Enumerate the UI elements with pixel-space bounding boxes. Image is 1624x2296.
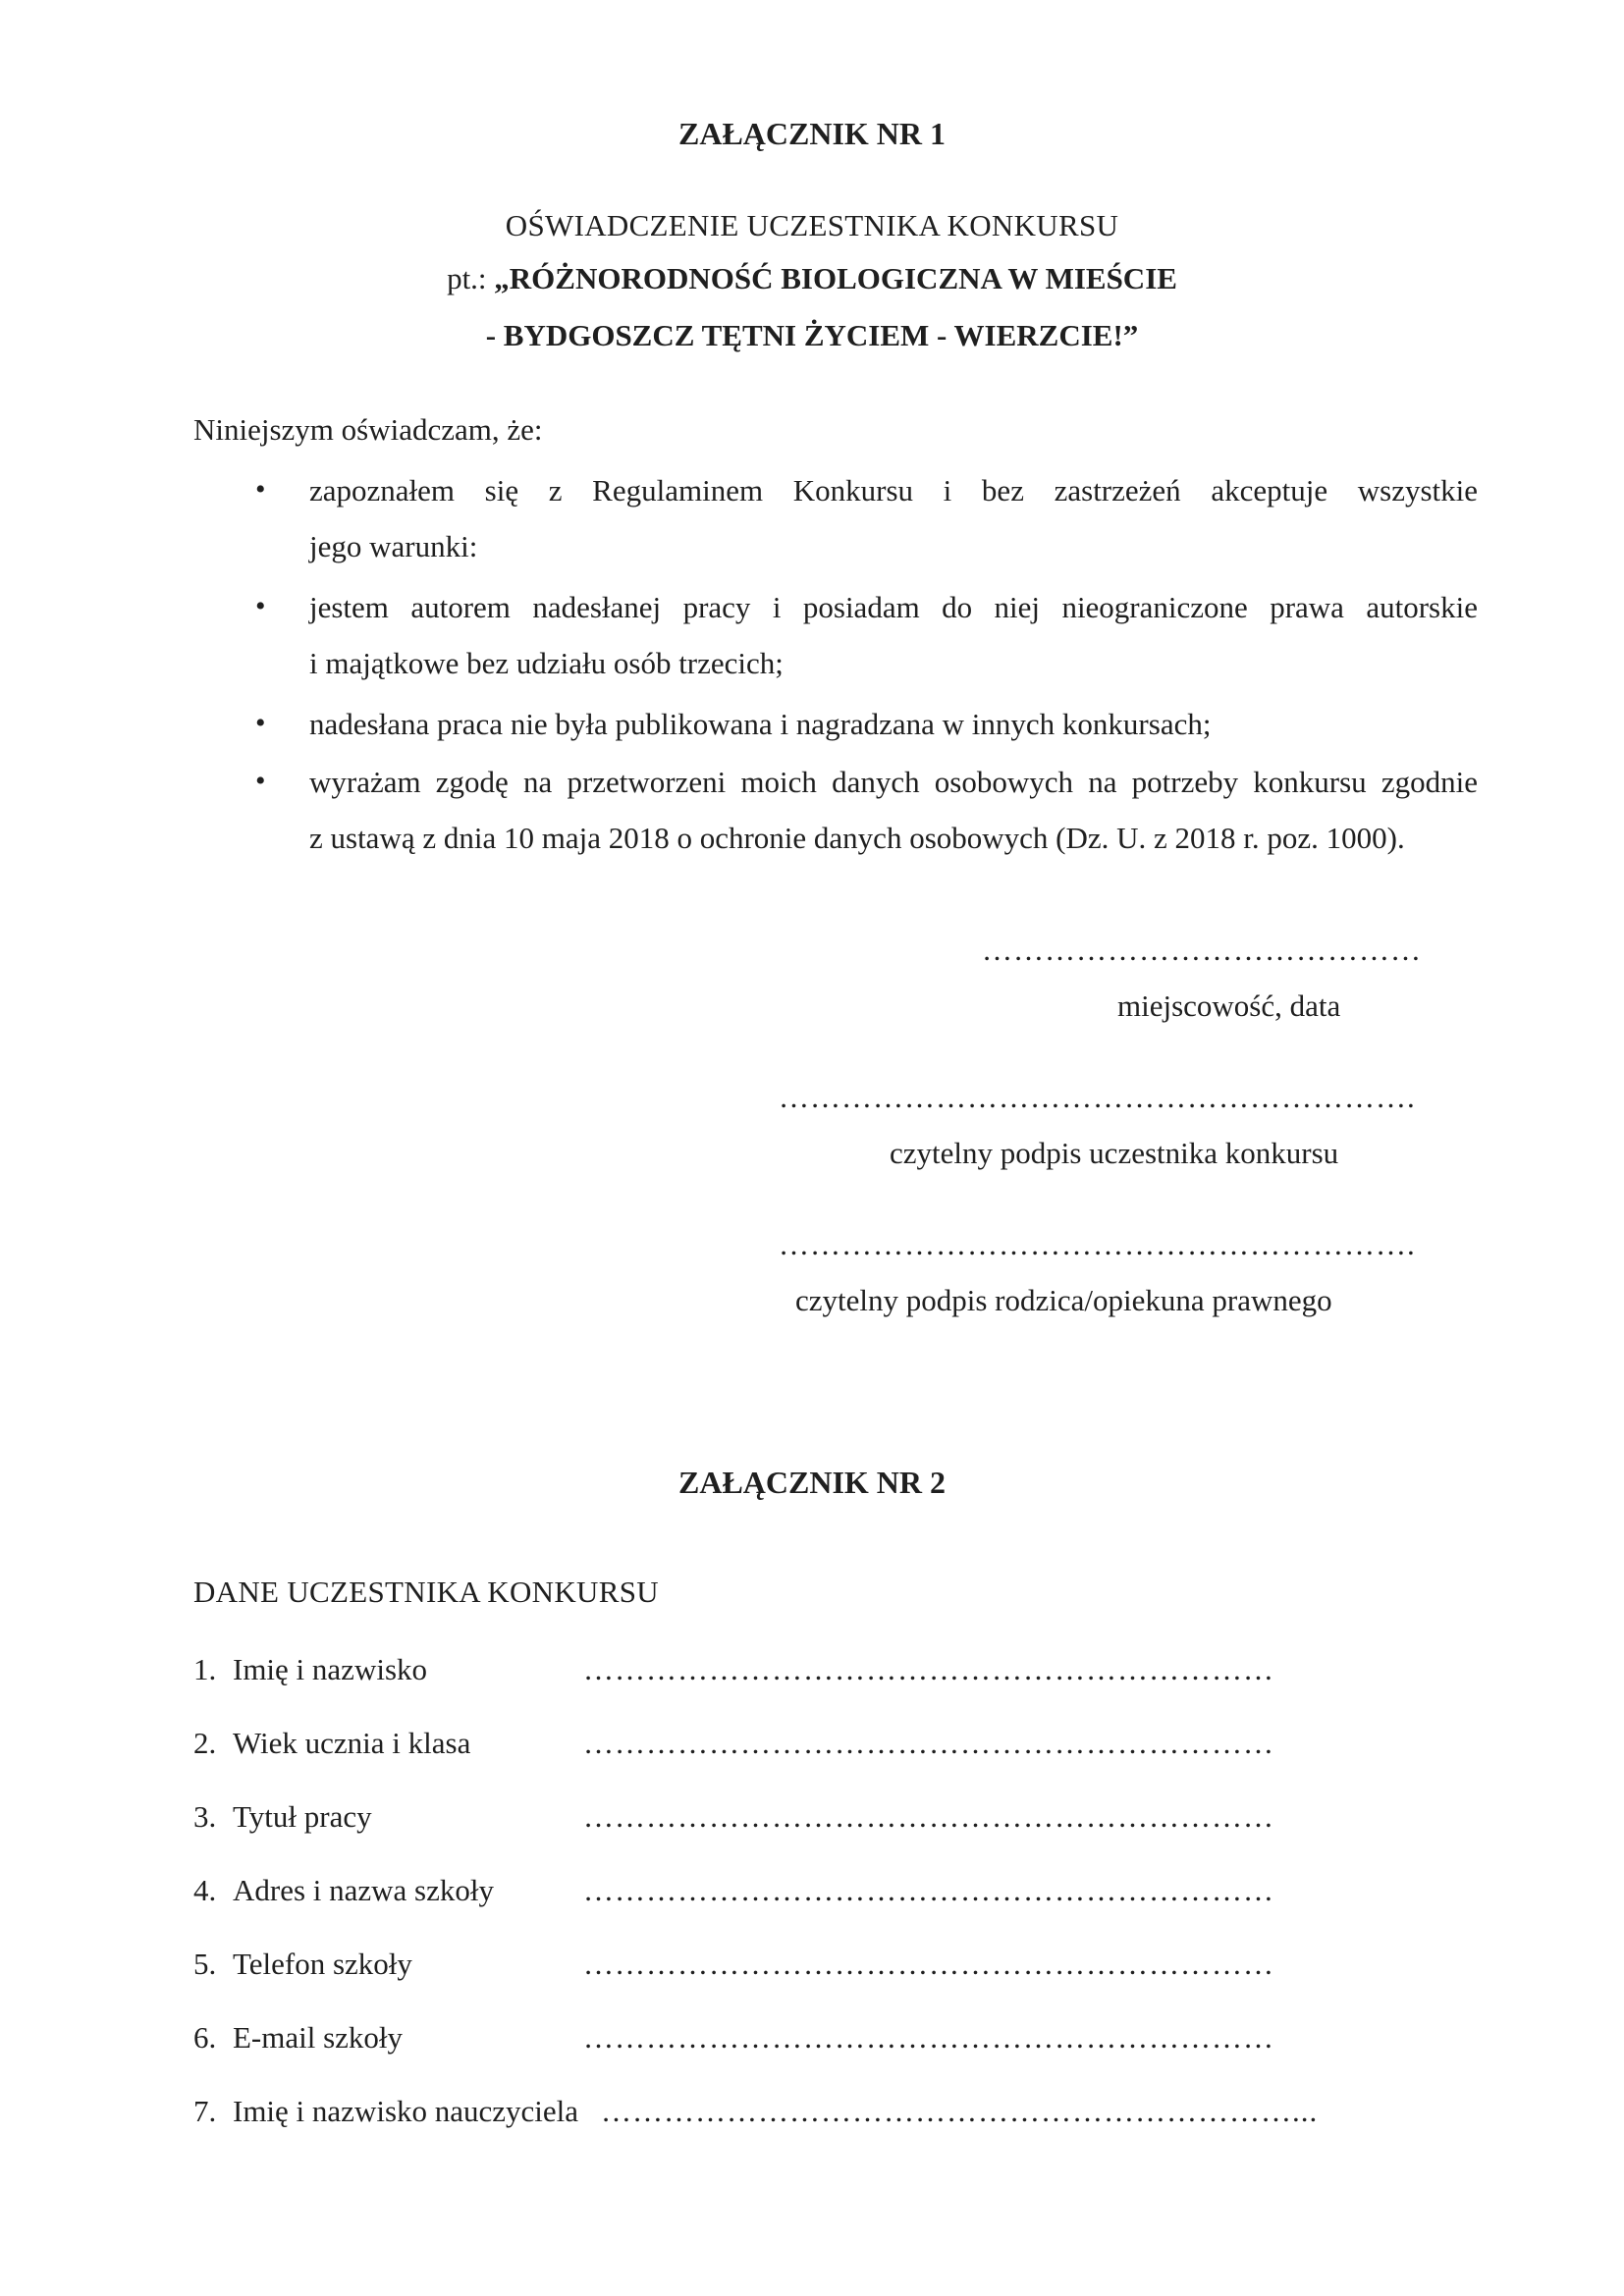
form-field-name	[193, 1652, 1421, 1691]
form-field-school-email	[193, 2020, 1421, 2059]
field-label: Wiek ucznia i klasa	[233, 1726, 471, 1760]
form-field-work-title	[193, 1799, 1421, 1839]
bullet-icon: •	[255, 707, 266, 739]
declaration-item-line-1: nadesłana praca nie była publikowana i nagradzana w innych konkursach;	[309, 707, 1212, 741]
form-field-school-address	[193, 1873, 1421, 1912]
form-field-teacher-name	[193, 2094, 1421, 2133]
declaration-item-line-2: jego warunki:	[309, 529, 478, 563]
field-number: 5.	[193, 1947, 217, 1981]
participant-data-heading: DANE UCZESTNIKA KONKURSU	[193, 1575, 659, 1609]
declaration-item-line-1: jestem autorem nadesłanej pracy i posiadam do niej nieograniczone prawa autorskie	[309, 590, 1478, 624]
contest-title-part-1: „RÓŻNORODNOŚĆ BIOLOGICZNA W MIEŚCIE	[494, 261, 1177, 295]
participant-signature-label: czytelny podpis uczestnika konkursu	[890, 1136, 1339, 1170]
field-label: E-mail szkoły	[233, 2020, 404, 2055]
field-number: 4.	[193, 1873, 217, 1907]
guardian-signature-line[interactable]: …………………………………………………….	[779, 1227, 1416, 1261]
field-fill-line[interactable]: …………………………………………………………	[583, 1652, 1274, 1686]
statement-heading: OŚWIADCZENIE UCZESTNIKA KONKURSU	[505, 208, 1119, 242]
form-field-age-class	[193, 1726, 1421, 1765]
field-number: 7.	[193, 2094, 217, 2128]
field-number: 2.	[193, 1726, 217, 1760]
contest-prefix: pt.:	[447, 261, 495, 295]
place-date-label: miejscowość, data	[1117, 988, 1341, 1023]
form-field-school-phone	[193, 1947, 1421, 1986]
declaration-item-line-1: zapoznałem się z Regulaminem Konkursu i bez zastrzeżeń akceptuje wszystkie	[309, 473, 1478, 507]
field-number: 3.	[193, 1799, 217, 1834]
bullet-icon: •	[255, 765, 266, 797]
bullet-icon: •	[255, 473, 266, 506]
guardian-signature-label: czytelny podpis rodzica/opiekuna prawnego	[795, 1283, 1332, 1317]
place-date-line[interactable]: ……………………………………	[982, 933, 1422, 967]
field-number: 6.	[193, 2020, 217, 2055]
attachment-2-title: ZAŁĄCZNIK NR 2	[677, 1465, 947, 1500]
field-label: Imię i nazwisko nauczyciela	[233, 2094, 579, 2128]
field-number: 1.	[193, 1652, 217, 1686]
field-fill-line[interactable]: …………………………………………………………	[583, 2020, 1274, 2055]
declaration-item-line-1: wyrażam zgodę na przetworzeni moich danych osobowych na potrzeby konkursu zgodnie	[309, 765, 1478, 799]
declaration-item-line-2: z ustawą z dnia 10 maja 2018 o ochronie danych osobowych (Dz. U. z 2018 r. poz. 1000).	[309, 821, 1405, 855]
field-fill-line[interactable]: …………………………………………………………	[583, 1799, 1274, 1834]
contest-title-line-2: - BYDGOSZCZ TĘTNI ŻYCIEM - WIERZCIE!”	[485, 318, 1139, 352]
attachment-1-title: ZAŁĄCZNIK NR 1	[677, 116, 947, 151]
field-label: Telefon szkoły	[233, 1947, 412, 1981]
bullet-icon: •	[255, 590, 266, 622]
field-fill-line[interactable]: …………………………………………………………	[583, 1873, 1274, 1907]
contest-title-line-1	[0, 261, 1624, 296]
statement-intro: Niniejszym oświadczam, że:	[193, 412, 543, 447]
declaration-item-line-2: i majątkowe bez udziału osób trzecich;	[309, 646, 784, 680]
participant-signature-line[interactable]: …………………………………………………….	[779, 1080, 1416, 1114]
field-fill-line[interactable]: …………………………………………………………	[583, 1726, 1274, 1760]
field-fill-line[interactable]: …………………………………………………………	[583, 1947, 1274, 1981]
field-label: Adres i nazwa szkoły	[233, 1873, 494, 1907]
field-label: Imię i nazwisko	[233, 1652, 428, 1686]
field-fill-line[interactable]: …………………………………………………………...	[601, 2094, 1319, 2128]
field-label: Tytuł pracy	[233, 1799, 372, 1834]
